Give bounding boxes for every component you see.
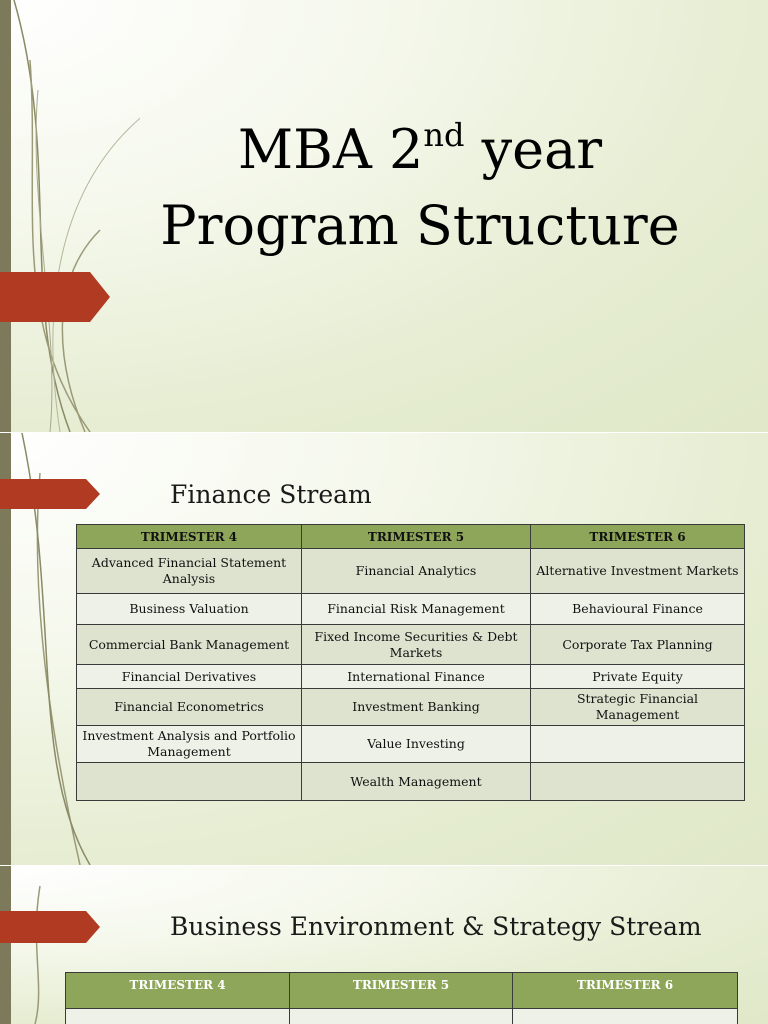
table-row <box>77 763 745 801</box>
slide-business-strategy-stream <box>0 866 768 1024</box>
page-title <box>130 112 710 264</box>
table-cell: Commercial Bank Management <box>77 625 302 665</box>
table-cell: Financial Econometrics <box>77 689 302 726</box>
table-cell: Financial Analytics <box>302 549 531 594</box>
column-header: TRIMESTER 5 <box>302 525 531 549</box>
table-cell <box>531 726 745 763</box>
slide-finance-stream <box>0 433 768 865</box>
table-row <box>77 594 745 625</box>
table-cell: Wealth Management <box>302 763 531 801</box>
title-line2: Program Structure <box>160 194 680 257</box>
table-cell: Behavioural Finance <box>531 594 745 625</box>
table-row <box>77 625 745 665</box>
table-header-row <box>66 973 738 1009</box>
column-header: TRIMESTER 6 <box>531 525 745 549</box>
finance-curriculum-table <box>76 524 745 801</box>
table-cell: Investment Banking <box>302 689 531 726</box>
table-cell: Investment Analysis and Portfolio Management <box>77 726 302 763</box>
title-line1-suffix: year <box>464 118 603 181</box>
table-cell: Business Valuation <box>77 594 302 625</box>
table-cell <box>66 1009 290 1024</box>
table-cell <box>531 763 745 801</box>
arrow-tab <box>0 911 100 943</box>
table-cell: Private Equity <box>531 665 745 689</box>
column-header: TRIMESTER 4 <box>77 525 302 549</box>
arrow-tab <box>0 272 110 322</box>
decorative-curves <box>0 0 140 432</box>
column-header: TRIMESTER 4 <box>66 973 290 1009</box>
table-row <box>77 726 745 763</box>
table-cell: Strategic Financial Management <box>531 689 745 726</box>
table-cell: International Finance <box>302 665 531 689</box>
table-row <box>66 1009 738 1024</box>
stream-heading: Business Environment & Strategy Stream <box>170 912 702 941</box>
table-cell <box>77 763 302 801</box>
table-cell: Advanced Financial Statement Analysis <box>77 549 302 594</box>
title-superscript: nd <box>423 116 465 154</box>
table-cell: Alternative Investment Markets <box>531 549 745 594</box>
table-cell <box>513 1009 738 1024</box>
table-cell <box>290 1009 513 1024</box>
business-strategy-curriculum-table <box>65 972 738 1024</box>
stream-heading: Finance Stream <box>170 480 372 509</box>
table-cell: Financial Risk Management <box>302 594 531 625</box>
title-line1-prefix: MBA 2 <box>237 118 424 181</box>
table-cell: Value Investing <box>302 726 531 763</box>
table-row <box>77 689 745 726</box>
column-header: TRIMESTER 6 <box>513 973 738 1009</box>
slide-title <box>0 0 768 432</box>
table-row <box>77 549 745 594</box>
arrow-tab <box>0 479 100 509</box>
table-cell: Corporate Tax Planning <box>531 625 745 665</box>
table-cell: Financial Derivatives <box>77 665 302 689</box>
table-header-row <box>77 525 745 549</box>
table-cell: Fixed Income Securities & Debt Markets <box>302 625 531 665</box>
table-row <box>77 665 745 689</box>
column-header: TRIMESTER 5 <box>290 973 513 1009</box>
